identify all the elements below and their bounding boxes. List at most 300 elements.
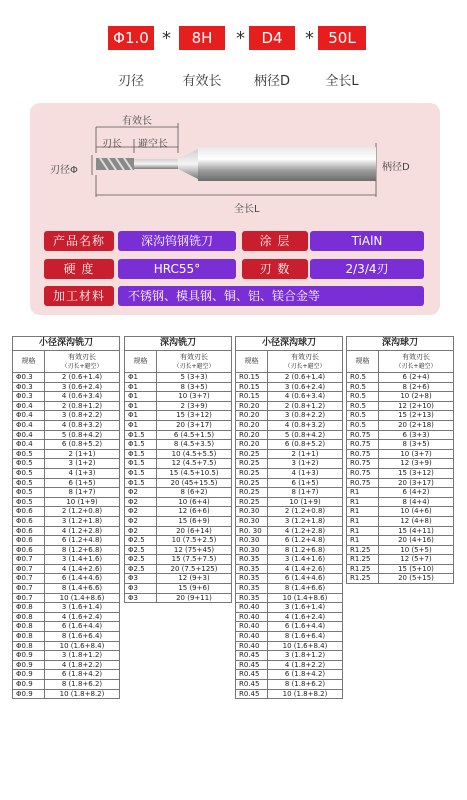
spec-cell: Φ0.6 xyxy=(13,507,45,517)
spec-cell: R0.75 xyxy=(347,430,379,440)
table-row xyxy=(236,536,343,546)
table-row xyxy=(236,440,343,450)
effective-length-cell: 8 (4+4) xyxy=(379,497,454,507)
table-title: 小径深沟球刀 xyxy=(236,337,343,351)
table-row xyxy=(347,440,454,450)
table-row xyxy=(347,497,454,507)
table-row xyxy=(13,651,120,661)
effective-length-cell: 8 (1+7) xyxy=(268,488,343,498)
spec-separator: * xyxy=(305,28,314,49)
table-row xyxy=(13,670,120,680)
spec-cell: Φ0.9 xyxy=(13,660,45,670)
spec-cell: R0.75 xyxy=(347,468,379,478)
table-row xyxy=(125,468,232,478)
effective-length-cell: 15 (4.5+10.5) xyxy=(157,468,232,478)
table-row xyxy=(125,516,232,526)
table-row xyxy=(236,612,343,622)
spec-cell: R0.45 xyxy=(236,680,268,690)
table-row xyxy=(13,411,120,421)
table-row xyxy=(13,536,120,546)
table-row xyxy=(347,488,454,498)
spec-cell: R1 xyxy=(347,497,379,507)
table-row xyxy=(13,641,120,651)
spec-cell: Φ1.5 xyxy=(125,440,157,450)
effective-length-cell: 3 (1.2+1.8) xyxy=(45,516,120,526)
effective-length-cell: 2 (0.8+1.2) xyxy=(268,401,343,411)
spec-cell: Φ1 xyxy=(125,401,157,411)
effective-length-cell: 3 (1.4+1.6) xyxy=(45,555,120,565)
clearance-length-label: 避空长 xyxy=(138,139,168,150)
effective-length-cell: 10 (3+7) xyxy=(157,392,232,402)
table-row xyxy=(347,574,454,584)
effective-length-cell: 20 (4+16) xyxy=(379,536,454,546)
effective-length-cell: 2 (1.2+0.8) xyxy=(45,507,120,517)
spec-caption-total-length: 全长L xyxy=(325,74,359,89)
spec-cell: Φ2 xyxy=(125,516,157,526)
table-row xyxy=(236,382,343,392)
effective-length-cell: 4 (0.8+3.2) xyxy=(268,420,343,430)
table-row xyxy=(125,584,232,594)
product-name-value: 深沟钨钢铣刀 xyxy=(118,231,236,251)
small-diameter-end-mill-table xyxy=(12,336,120,699)
spec-cell: Φ0.5 xyxy=(13,497,45,507)
spec-cell: R0.25 xyxy=(236,468,268,478)
effective-length-cell: 3 (0.8+2.2) xyxy=(45,411,120,421)
effective-length-cell: 4 (1.2+2.8) xyxy=(268,526,343,536)
effective-length-cell: 6 (1+5) xyxy=(268,478,343,488)
spec-cell: Φ0.9 xyxy=(13,680,45,690)
hardness-label: 硬 度 xyxy=(44,259,114,279)
effective-length-cell: 6 (1.6+4.4) xyxy=(45,622,120,632)
column-header-spec: 规格 xyxy=(347,351,379,373)
spec-cell: Φ0.4 xyxy=(13,430,45,440)
effective-length-cell: 15 (4+11) xyxy=(379,526,454,536)
spec-cell: Φ0.4 xyxy=(13,440,45,450)
table-row xyxy=(125,526,232,536)
effective-length-cell: 8 (6+2) xyxy=(157,488,232,498)
column-header-subline: （刃长+避空） xyxy=(173,362,215,370)
column-header-line: 有效刃长 xyxy=(68,352,96,361)
effective-length-cell: 4 (0.6+3.4) xyxy=(45,392,120,402)
effective-length-cell: 3 (1.8+1.2) xyxy=(268,651,343,661)
spec-cell: R1.25 xyxy=(347,564,379,574)
effective-length-cell: 4 (1.4+2.6) xyxy=(45,564,120,574)
effective-length-cell: 6 (1.8+4.2) xyxy=(268,670,343,680)
effective-length-cell: 12 (4+8) xyxy=(379,516,454,526)
table-row xyxy=(347,459,454,469)
effective-length-cell: 6 (3+3) xyxy=(379,430,454,440)
spec-cell: Φ2 xyxy=(125,526,157,536)
effective-length-cell: 20 (9+11) xyxy=(157,593,232,603)
material-label: 加工材料 xyxy=(44,286,114,306)
table-row xyxy=(236,622,343,632)
spec-cell: Φ0.6 xyxy=(13,516,45,526)
column-header-effective-length xyxy=(268,351,343,373)
table-row xyxy=(13,468,120,478)
spec-cell: R0.20 xyxy=(236,401,268,411)
effective-length-cell: 8 (1.2+6.8) xyxy=(268,545,343,555)
table-row xyxy=(13,680,120,690)
effective-length-cell: 12 (2+10) xyxy=(379,401,454,411)
spec-cell: R0.15 xyxy=(236,373,268,383)
spec-cell: R0.20 xyxy=(236,420,268,430)
spec-cell: Φ0.8 xyxy=(13,632,45,642)
effective-length-cell: 12 (5+7) xyxy=(379,555,454,565)
table-row xyxy=(125,507,232,517)
table-row xyxy=(236,488,343,498)
spec-cell: R0.25 xyxy=(236,478,268,488)
spec-cell: Φ0.5 xyxy=(13,459,45,469)
spec-cell: R1.25 xyxy=(347,555,379,565)
table-row xyxy=(236,459,343,469)
spec-cell: Φ0.5 xyxy=(13,468,45,478)
spec-cell: R0.45 xyxy=(236,660,268,670)
table-row xyxy=(347,478,454,488)
table-row xyxy=(347,516,454,526)
spec-cell: R0.75 xyxy=(347,440,379,450)
effective-length-cell: 2 (0.8+1.2) xyxy=(45,401,120,411)
table-row xyxy=(13,603,120,613)
spec-cell: R0.5 xyxy=(347,382,379,392)
spec-cell: Φ0.5 xyxy=(13,478,45,488)
spec-cell: Φ0.4 xyxy=(13,411,45,421)
effective-length-cell: 20 (5+15) xyxy=(379,574,454,584)
effective-length-cell: 8 (1.6+6.4) xyxy=(45,632,120,642)
table-row xyxy=(236,497,343,507)
effective-length-cell: 4 (1.8+2.2) xyxy=(45,660,120,670)
table-row xyxy=(13,382,120,392)
spec-cell: Φ0.6 xyxy=(13,526,45,536)
table-row xyxy=(125,382,232,392)
effective-length-cell: 12 (9+3) xyxy=(157,574,232,584)
table-row xyxy=(236,555,343,565)
spec-cell: Φ1 xyxy=(125,411,157,421)
spec-cell: R0.5 xyxy=(347,401,379,411)
table-title: 小径深沟铣刀 xyxy=(13,337,120,351)
effective-length-cell: 10 (1+9) xyxy=(268,497,343,507)
spec-cell: R0.35 xyxy=(236,593,268,603)
spec-cell: Φ2 xyxy=(125,497,157,507)
effective-length-cell: 10 (1.8+8.2) xyxy=(268,689,343,699)
table-row xyxy=(125,449,232,459)
table-row xyxy=(13,420,120,430)
effective-length-cell: 8 (1.8+6.2) xyxy=(45,680,120,690)
spec-cell: R1 xyxy=(347,516,379,526)
column-header-spec: 规格 xyxy=(13,351,45,373)
coating-label: 涂 层 xyxy=(242,231,308,251)
product-name-label: 产品名称 xyxy=(44,231,114,251)
table-row xyxy=(13,632,120,642)
effective-length-cell: 10 (1.6+8.4) xyxy=(45,641,120,651)
effective-length-cell: 12 (6+6) xyxy=(157,507,232,517)
effective-length-cell: 2 (3+9) xyxy=(157,401,232,411)
spec-effective-length-box: 8H xyxy=(179,26,225,50)
effective-length-cell: 4 (1.8+2.2) xyxy=(268,660,343,670)
table-row xyxy=(13,459,120,469)
spec-cell: Φ1 xyxy=(125,420,157,430)
column-header-effective-length xyxy=(379,351,454,373)
spec-cell: Φ2.5 xyxy=(125,536,157,546)
effective-length-cell: 20 (7.5+125) xyxy=(157,564,232,574)
spec-cell: Φ2.5 xyxy=(125,545,157,555)
spec-cell: R1.25 xyxy=(347,545,379,555)
table-row xyxy=(13,478,120,488)
table-row xyxy=(13,516,120,526)
flutes-value: 2/3/4刃 xyxy=(310,259,424,279)
column-header-line: 有效刃长 xyxy=(402,352,430,361)
spec-cell: Φ0.9 xyxy=(13,670,45,680)
spec-cell: Φ2 xyxy=(125,488,157,498)
table-row xyxy=(236,401,343,411)
table-row xyxy=(236,670,343,680)
table-row xyxy=(347,449,454,459)
effective-length-label: 有效长 xyxy=(122,116,152,127)
spec-separator: * xyxy=(162,28,171,49)
effective-length-cell: 6 (1.2+4.8) xyxy=(268,536,343,546)
spec-cell: Φ1 xyxy=(125,373,157,383)
table-row xyxy=(13,526,120,536)
table-row xyxy=(347,392,454,402)
spec-cell: Φ0.9 xyxy=(13,651,45,661)
spec-cell: R0.30 xyxy=(236,507,268,517)
spec-cell: Φ0.7 xyxy=(13,574,45,584)
spec-cell: R0.5 xyxy=(347,392,379,402)
small-diameter-ball-mill-table xyxy=(235,336,343,699)
table-row xyxy=(236,584,343,594)
spec-caption-effective-length: 有效长 xyxy=(182,74,222,89)
effective-length-cell: 5 (3+3) xyxy=(157,373,232,383)
spec-cell: R0. 30 xyxy=(236,526,268,536)
spec-shank-box: D4 xyxy=(249,26,295,50)
table-row xyxy=(13,689,120,699)
spec-cell: R0.25 xyxy=(236,449,268,459)
spec-total-length-box: 50L xyxy=(318,26,366,50)
table-row xyxy=(236,632,343,642)
effective-length-cell: 20 (3+17) xyxy=(157,420,232,430)
spec-cell: R0.45 xyxy=(236,689,268,699)
effective-length-cell: 3 (0.8+2.2) xyxy=(268,411,343,421)
table-row xyxy=(125,564,232,574)
effective-length-cell: 10 (1.6+8.4) xyxy=(268,641,343,651)
table-row xyxy=(125,488,232,498)
effective-length-cell: 3 (1.8+1.2) xyxy=(45,651,120,661)
spec-cell: R0.45 xyxy=(236,651,268,661)
effective-length-cell: 20 (6+14) xyxy=(157,526,232,536)
spec-cell: Φ0.8 xyxy=(13,603,45,613)
table-row xyxy=(236,593,343,603)
table-row xyxy=(13,555,120,565)
spec-cell: Φ2 xyxy=(125,507,157,517)
effective-length-cell: 2 (1+1) xyxy=(268,449,343,459)
spec-cell: Φ0.4 xyxy=(13,401,45,411)
spec-cell: R1 xyxy=(347,526,379,536)
table-row xyxy=(236,660,343,670)
effective-length-cell: 3 (1.6+1.4) xyxy=(45,603,120,613)
table-row xyxy=(13,430,120,440)
effective-length-cell: 4 (1.6+2.4) xyxy=(268,612,343,622)
effective-length-cell: 20 (3+17) xyxy=(379,478,454,488)
table-row xyxy=(13,593,120,603)
table-row xyxy=(236,478,343,488)
table-row xyxy=(125,411,232,421)
spec-cell: R0.35 xyxy=(236,555,268,565)
deep-groove-end-mill-table xyxy=(124,336,232,603)
table-row xyxy=(236,411,343,421)
spec-cell: R0.15 xyxy=(236,392,268,402)
table-row xyxy=(125,430,232,440)
effective-length-cell: 2 (0.6+1.4) xyxy=(268,373,343,383)
spec-cell: R0.45 xyxy=(236,670,268,680)
table-row xyxy=(13,488,120,498)
effective-length-cell: 6 (0.8+5.2) xyxy=(268,440,343,450)
blade-diameter-label: 刃径Φ xyxy=(50,165,78,176)
column-header-line: 有效刃长 xyxy=(291,352,319,361)
table-row xyxy=(13,660,120,670)
spec-cell: Φ0.7 xyxy=(13,584,45,594)
column-header-subline: （刃长+避空） xyxy=(284,362,326,370)
effective-length-cell: 20 (45+15.5) xyxy=(157,478,232,488)
table-row xyxy=(13,401,120,411)
table-row xyxy=(13,507,120,517)
table-row xyxy=(347,373,454,383)
spec-cell: R0.20 xyxy=(236,411,268,421)
effective-length-cell: 6 (0.8+5.2) xyxy=(45,440,120,450)
table-row xyxy=(347,555,454,565)
effective-length-cell: 4 (1+3) xyxy=(268,468,343,478)
spec-cell: Φ0.8 xyxy=(13,641,45,651)
spec-cell: Φ0.7 xyxy=(13,593,45,603)
effective-length-cell: 8 (1.4+6.6) xyxy=(45,584,120,594)
spec-cell: R0.20 xyxy=(236,430,268,440)
table-row xyxy=(125,401,232,411)
effective-length-cell: 2 (0.6+1.4) xyxy=(45,373,120,383)
effective-length-cell: 12 (75+45) xyxy=(157,545,232,555)
effective-length-cell: 15 (2+13) xyxy=(379,411,454,421)
spec-cell: Φ1.5 xyxy=(125,449,157,459)
spec-cell: Φ1 xyxy=(125,382,157,392)
table-row xyxy=(236,574,343,584)
table-row xyxy=(125,536,232,546)
effective-length-cell: 12 (3+9) xyxy=(379,459,454,469)
spec-cell: Φ1.5 xyxy=(125,430,157,440)
table-row xyxy=(347,430,454,440)
spec-cell: R0.75 xyxy=(347,449,379,459)
table-row xyxy=(236,564,343,574)
spec-cell: R0.25 xyxy=(236,488,268,498)
table-row xyxy=(236,651,343,661)
spec-cell: Φ0.5 xyxy=(13,488,45,498)
spec-caption-diameter: 刃径 xyxy=(117,74,144,89)
table-row xyxy=(13,584,120,594)
effective-length-cell: 3 (0.6+2.4) xyxy=(45,382,120,392)
table-row xyxy=(347,420,454,430)
spec-cell: R0.5 xyxy=(347,420,379,430)
effective-length-cell: 12 (4.5+7.5) xyxy=(157,459,232,469)
effective-length-cell: 10 (1.4+8.6) xyxy=(268,593,343,603)
column-header-subline: （刃长+避空） xyxy=(395,362,437,370)
spec-cell: R0.40 xyxy=(236,641,268,651)
effective-length-cell: 10 (4+6) xyxy=(379,507,454,517)
effective-length-cell: 6 (1.8+4.2) xyxy=(45,670,120,680)
effective-length-cell: 3 (0.6+2.4) xyxy=(268,382,343,392)
effective-length-cell: 15 (9+6) xyxy=(157,584,232,594)
effective-length-cell: 6 (1.4+4.6) xyxy=(268,574,343,584)
spec-cell: R0.40 xyxy=(236,603,268,613)
effective-length-cell: 6 (1+5) xyxy=(45,478,120,488)
flutes-label: 刃 数 xyxy=(242,259,308,279)
table-row xyxy=(125,459,232,469)
spec-cell: R0.35 xyxy=(236,574,268,584)
spec-header xyxy=(0,26,467,90)
table-row xyxy=(236,507,343,517)
effective-length-cell: 6 (1.4+4.6) xyxy=(45,574,120,584)
table-row xyxy=(236,603,343,613)
table-row xyxy=(13,497,120,507)
coating-value: TiAlN xyxy=(310,231,424,251)
table-row xyxy=(347,536,454,546)
table-row xyxy=(125,440,232,450)
effective-length-cell: 4 (0.6+3.4) xyxy=(268,392,343,402)
effective-length-cell: 4 (1.4+2.6) xyxy=(268,564,343,574)
effective-length-cell: 8 (2+6) xyxy=(379,382,454,392)
spec-cell: Φ1.5 xyxy=(125,468,157,478)
table-row xyxy=(125,392,232,402)
table-row xyxy=(13,392,120,402)
table-row xyxy=(125,420,232,430)
spec-diameter-box: Φ1.0 xyxy=(108,26,154,50)
effective-length-cell: 10 (5+5) xyxy=(379,545,454,555)
effective-length-cell: 10 (6+4) xyxy=(157,497,232,507)
table-row xyxy=(125,545,232,555)
column-header-effective-length xyxy=(157,351,232,373)
column-header-spec: 规格 xyxy=(236,351,268,373)
effective-length-cell: 8 (1.4+6.6) xyxy=(268,584,343,594)
effective-length-cell: 5 (0.8+4.2) xyxy=(268,430,343,440)
spec-cell: Φ0.6 xyxy=(13,545,45,555)
effective-length-cell: 2 (1+1) xyxy=(45,449,120,459)
effective-length-cell: 10 (1.8+8.2) xyxy=(45,689,120,699)
spec-cell: R0.5 xyxy=(347,411,379,421)
spec-cell: R1 xyxy=(347,536,379,546)
effective-length-cell: 3 (1.6+1.4) xyxy=(268,603,343,613)
spec-cell: R1 xyxy=(347,507,379,517)
table-row xyxy=(347,382,454,392)
effective-length-cell: 15 (3+12) xyxy=(379,468,454,478)
spec-cell: Φ2.5 xyxy=(125,564,157,574)
table-row xyxy=(347,507,454,517)
table-row xyxy=(236,641,343,651)
effective-length-cell: 5 (0.8+4.2) xyxy=(45,430,120,440)
spec-cell: R0.25 xyxy=(236,497,268,507)
table-row xyxy=(13,622,120,632)
effective-length-cell: 6 (2+4) xyxy=(379,373,454,383)
spec-cell: Φ0.4 xyxy=(13,420,45,430)
effective-length-cell: 6 (1.6+4.4) xyxy=(268,622,343,632)
table-row xyxy=(125,555,232,565)
spec-cell: Φ1 xyxy=(125,392,157,402)
spec-cell: R0.15 xyxy=(236,382,268,392)
table-row xyxy=(236,680,343,690)
table-row xyxy=(125,593,232,603)
effective-length-cell: 10 (7.5+2.5) xyxy=(157,536,232,546)
effective-length-cell: 8 (3+5) xyxy=(157,382,232,392)
spec-cell: R0.75 xyxy=(347,478,379,488)
spec-separator: * xyxy=(236,28,245,49)
spec-cell: Φ3 xyxy=(125,584,157,594)
table-row xyxy=(347,545,454,555)
effective-length-cell: 20 (2+18) xyxy=(379,420,454,430)
blade-length-label: 刃长 xyxy=(102,139,122,150)
